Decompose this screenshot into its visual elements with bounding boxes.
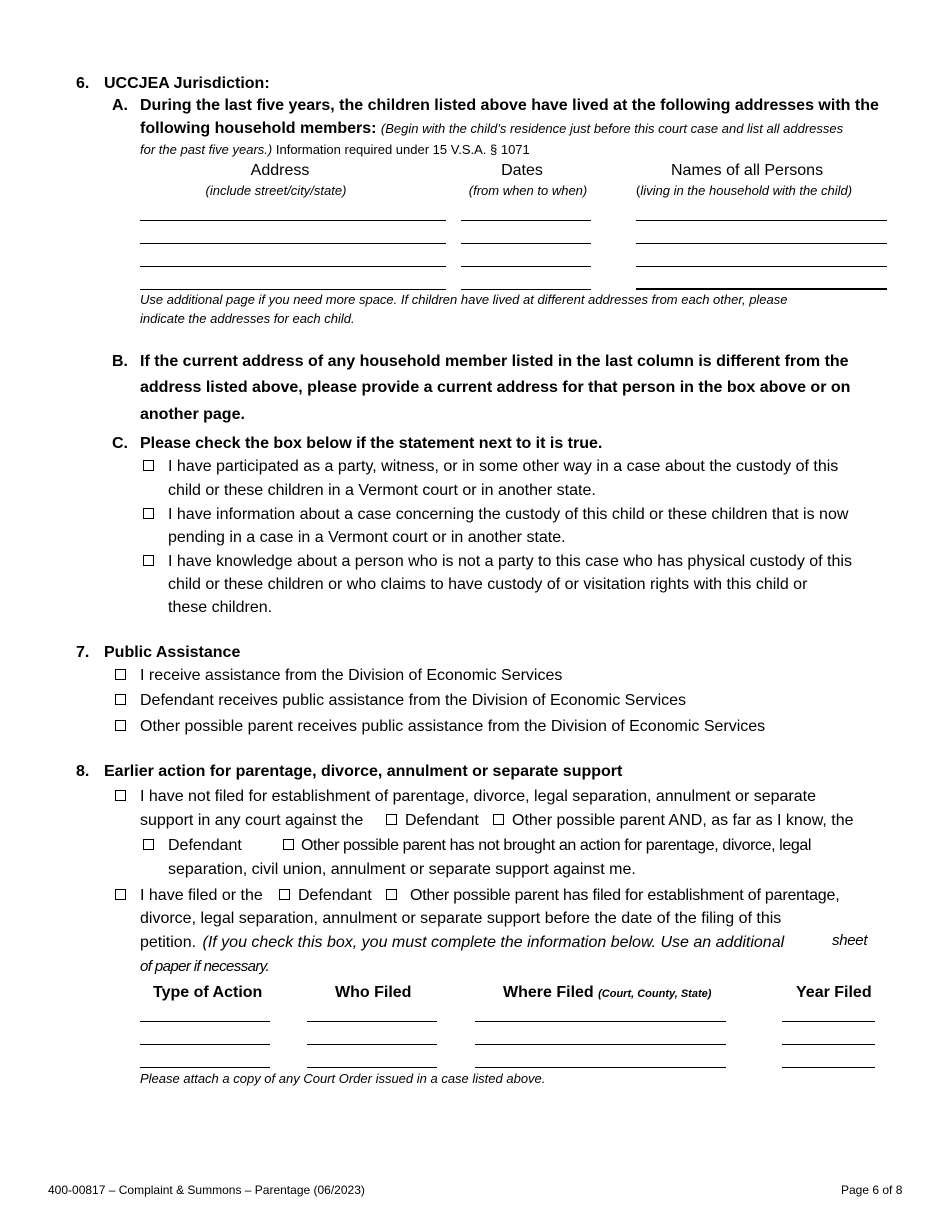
section-6a-line2: [140, 119, 843, 139]
names-line-2[interactable]: [636, 243, 887, 244]
who-line-1[interactable]: [307, 1021, 437, 1022]
section-8-item1-l2a: support in any court against the: [140, 812, 364, 829]
section-8-item1-l1: I have not filed for establishment of parentage, divorce, legal separation, annulment or separate: [140, 788, 816, 805]
names-line-3[interactable]: [636, 266, 887, 267]
section-7-item3: Other possible parent receives public assistance from the Division of Economic Services: [140, 718, 766, 735]
address-line-2[interactable]: [140, 243, 446, 244]
address-line-3[interactable]: [140, 266, 446, 267]
type-line-1[interactable]: [140, 1021, 270, 1022]
section-6a-letter: A.: [112, 97, 128, 114]
who-line-3[interactable]: [307, 1067, 437, 1068]
type-line-2[interactable]: [140, 1044, 270, 1045]
section-6b-line2: address listed above, please provide a current address for that person in the box above or on: [140, 379, 851, 396]
col-where-sub: (Court, County, State): [598, 988, 712, 1000]
section-7-number: 7.: [76, 644, 90, 661]
year-line-3[interactable]: [782, 1067, 875, 1068]
checkbox-8-1-defendant-2[interactable]: [143, 839, 154, 850]
section-8-item2-l3b: (If you check this box, you must complete the information below. Use an additional: [202, 934, 785, 951]
col-names-header: Names of all Persons: [671, 162, 824, 179]
section-8-item1-l4: separation, civil union, annulment or separate support against me.: [168, 861, 636, 878]
address-line-1[interactable]: [140, 220, 446, 221]
checkbox-8-2-other-parent[interactable]: [386, 889, 397, 900]
section-6c-item2-l2: pending in a case in a Vermont court or in another state.: [168, 529, 566, 546]
section-8-item1-l2b: Defendant: [405, 812, 479, 829]
checkbox-7-1[interactable]: [115, 669, 126, 680]
checkbox-8-1[interactable]: [115, 790, 126, 801]
checkbox-6c-2[interactable]: [143, 508, 154, 519]
dates-line-1[interactable]: [461, 220, 591, 221]
section-6a-line3-normal: Information required under 15 V.S.A. § 1071: [275, 142, 530, 157]
section-6-title: UCCJEA Jurisdiction:: [104, 75, 270, 92]
section-6b-letter: B.: [112, 353, 128, 370]
section-6c-item3-l3: these children.: [168, 599, 273, 616]
section-6-number: 6.: [76, 75, 90, 92]
section-6b-line3: another page.: [140, 406, 245, 423]
section-6a-line2-italic: (Begin with the child’s residence just before this court case and list all addresses: [380, 121, 844, 136]
section-8-item1-l3b: Other possible parent has not brought an action for parentage, divorce, legal: [301, 837, 811, 854]
checkbox-8-1-other-parent-2[interactable]: [283, 839, 294, 850]
year-line-2[interactable]: [782, 1044, 875, 1045]
section-7-item2: Defendant receives public assistance from the Division of Economic Services: [140, 692, 687, 709]
section-6c-title: Please check the box below if the statement next to it is true.: [140, 435, 603, 452]
col-address-header: Address: [250, 162, 310, 179]
section-8-item2-l1b: Defendant: [298, 887, 372, 904]
section-6a-line2-bold: following household members:: [140, 120, 377, 137]
section-8-item2-l3c: sheet: [832, 932, 868, 949]
col-where-header: [503, 983, 711, 1004]
names-line-1[interactable]: [636, 220, 887, 221]
col-type-header: Type of Action: [153, 984, 263, 1001]
section-6c-item1-l1: I have participated as a party, witness, or in some other way in a case about the custody of this: [168, 458, 839, 475]
section-6b-line1: If the current address of any household member listed in the last column is different from the: [140, 353, 849, 370]
footer-page-number: Page 6 of 8: [841, 1183, 903, 1197]
col-address-subheader: (include street/city/state): [205, 183, 347, 198]
section-8-item2-l1c: Other possible parent has filed for establishment of parentage,: [410, 887, 840, 904]
section-8-item2-l1a: I have filed or the: [140, 887, 263, 904]
section-8-item1-l2c: Other possible parent AND, as far as I know, the: [512, 812, 854, 829]
section-6c-item3-l2: child or these children or who claims to have custody of or visitation rights with this child or: [168, 576, 808, 593]
where-line-1[interactable]: [475, 1021, 726, 1022]
checkbox-7-3[interactable]: [115, 720, 126, 731]
col-year-header: Year Filed: [796, 984, 872, 1001]
section-7-item1: I receive assistance from the Division of Economic Services: [140, 667, 563, 684]
checkbox-8-1-defendant[interactable]: [386, 814, 397, 825]
section-6c-item3-l1: I have knowledge about a person who is not a party to this case who has physical custody of this: [168, 553, 852, 570]
section-6c-letter: C.: [112, 435, 128, 452]
section-8-note: Please attach a copy of any Court Order issued in a case listed above.: [140, 1071, 546, 1086]
section-7-title: Public Assistance: [104, 644, 241, 661]
footer-form-id: 400-00817 – Complaint & Summons – Parentage (06/2023): [48, 1183, 365, 1197]
address-line-4[interactable]: [140, 289, 446, 290]
section-6a-line3: [140, 141, 530, 158]
checkbox-7-2[interactable]: [115, 694, 126, 705]
dates-line-3[interactable]: [461, 266, 591, 267]
year-line-1[interactable]: [782, 1021, 875, 1022]
col-names-subheader: [636, 182, 852, 199]
where-line-3[interactable]: [475, 1067, 726, 1068]
section-6a-note-2: indicate the addresses for each child.: [140, 311, 355, 326]
checkbox-6c-3[interactable]: [143, 555, 154, 566]
section-8-item2-l3: [140, 933, 784, 953]
section-8-item2-l3a: petition.: [140, 934, 197, 951]
section-8-item1-l3a: Defendant: [168, 837, 242, 854]
section-8-item2-l4: of paper if necessary.: [140, 958, 270, 975]
checkbox-6c-1[interactable]: [143, 460, 154, 471]
col-who-header: Who Filed: [335, 984, 412, 1001]
dates-line-4[interactable]: [461, 289, 591, 290]
section-6a-note-1: Use additional page if you need more space. If children have lived at different addresses from each other, please: [140, 292, 788, 307]
where-line-2[interactable]: [475, 1044, 726, 1045]
section-8-number: 8.: [76, 763, 90, 780]
col-dates-subheader: (from when to when): [468, 183, 588, 198]
section-8-item2-l2: divorce, legal separation, annulment or separate support before the date of the filing of this: [140, 910, 782, 927]
section-6a-line3-italic: for the past five years.): [140, 142, 273, 157]
checkbox-8-2-defendant[interactable]: [279, 889, 290, 900]
col-names-paren: (: [636, 183, 641, 198]
who-line-2[interactable]: [307, 1044, 437, 1045]
col-names-sub-text: living in the household with the child): [640, 183, 853, 198]
checkbox-8-2[interactable]: [115, 889, 126, 900]
section-6a-line1: During the last five years, the children listed above have lived at the following addresses with the: [140, 97, 879, 114]
section-8-title: Earlier action for parentage, divorce, annulment or separate support: [104, 763, 623, 780]
checkbox-8-1-other-parent[interactable]: [493, 814, 504, 825]
col-where-label: Where Filed: [503, 984, 594, 1001]
dates-line-2[interactable]: [461, 243, 591, 244]
type-line-3[interactable]: [140, 1067, 270, 1068]
names-line-4[interactable]: [636, 288, 887, 290]
col-dates-header: Dates: [501, 162, 543, 179]
section-6c-item1-l2: child or these children in a Vermont court or in another state.: [168, 482, 596, 499]
section-6c-item2-l1: I have information about a case concerning the custody of this child or these children that is now: [168, 506, 849, 523]
